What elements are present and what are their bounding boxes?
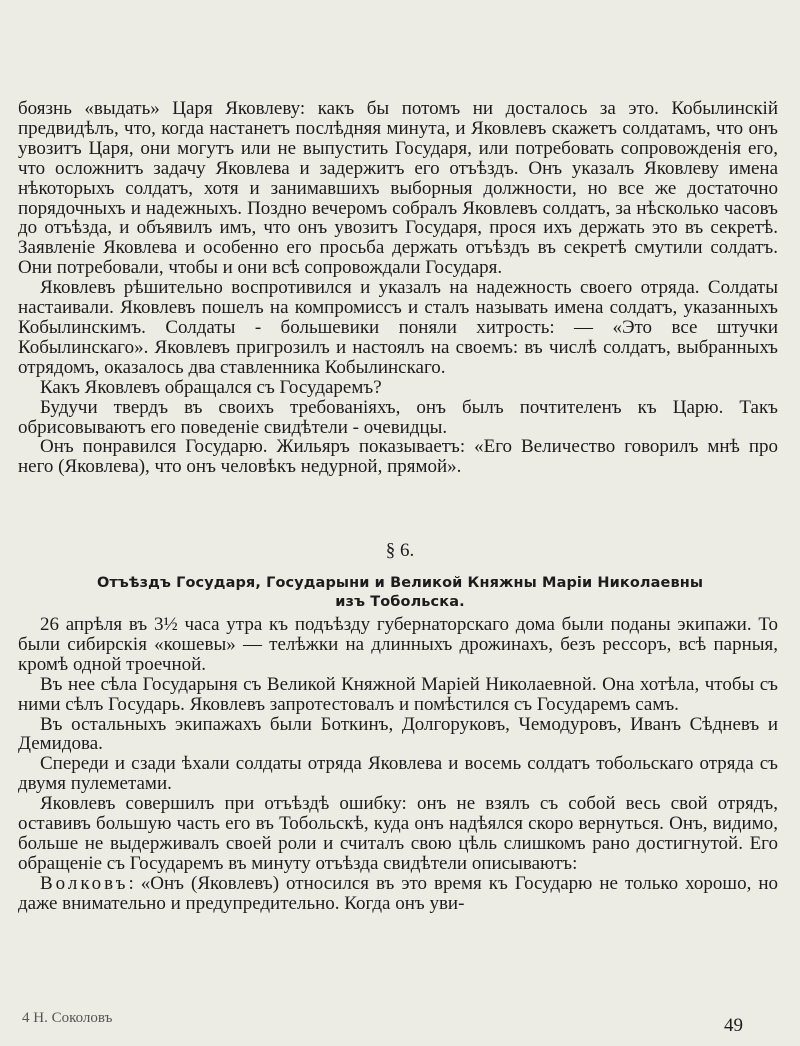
paragraph: Яковлевъ рѣшительно воспротивился и указалъ на надежность своего отряда. Солдаты настаивали. Яковлевъ пошелъ на компромиссъ и сталъ называть имена солдатъ, указанныхъ Кобылинскимъ. Солдаты - большевики поняли хитрость: — «Это все штучки Кобылинскаго». Яковлевъ пригрозилъ и настоялъ на своемъ: въ числѣ солдатъ, выбранныхъ отрядомъ, оказалось два ставленника Кобылинскаго. [18, 277, 778, 378]
printer-signature: 4 Н. Соколовъ [22, 1010, 113, 1026]
text-block-top [18, 99, 778, 477]
paragraph: Яковлевъ совершилъ при отъѣздѣ ошибку: онъ не взялъ съ собой весь свой отрядъ, оставивъ большую часть его въ Тобольскѣ, куда онъ надѣялся скоро вернуться. Онъ, видимо, больше не выдерживалъ своей роли и считалъ свою цѣль слишкомъ рано достигнутой. Его обращеніе съ Государемъ въ минуту отъѣзда свидѣтели описываютъ: [18, 793, 778, 874]
section-title [20, 574, 780, 612]
paragraph: Въ остальныхъ экипажахъ были Боткинъ, Долгоруковъ, Чемодуровъ, Иванъ Сѣдневъ и Демидова. [18, 713, 778, 755]
section-title-line: Отъѣздъ Государя, Государыни и Великой Княжны Маріи Николаевны [96, 575, 704, 591]
paragraph: 26 апрѣля въ 3½ часа утра къ подъѣзду губернаторскаго дома были поданы экипажи. То были сибирскія «кошевы» — телѣжки на длинныхъ дрожинахъ, безъ рессоръ, всѣ парныя, кромѣ одной троечной. [18, 614, 778, 675]
paragraph: Въ нее сѣла Государыня съ Великой Княжной Маріей Николаевной. Она хотѣла, чтобы съ ними сѣлъ Государь. Яковлевъ запротестовалъ и помѣстился съ Государемъ самъ. [18, 673, 778, 715]
paragraph: Спереди и сзади ѣхали солдаты отряда Яковлева и восемь солдатъ тобольскаго отряда съ двумя пулеметами. [18, 753, 778, 795]
witness-name: Волковъ [40, 872, 129, 894]
paragraph: Будучи твердъ въ своихъ требованіяхъ, онъ былъ почтителенъ къ Царю. Такъ обрисовываютъ его поведеніе свидѣтели - очевидцы. [18, 396, 778, 438]
paragraph: Какъ Яковлевъ обращался съ Государемъ? [40, 376, 382, 398]
text-block-bottom [18, 615, 778, 914]
paragraph-text: : «Онъ (Яковлевъ) относился въ это время къ Государю не только хорошо, но даже внимательно и предупредительно. Когда онъ уви- [18, 872, 778, 914]
paragraph [18, 874, 778, 914]
paragraph: Онъ понравился Государю. Жильяръ показываетъ: «Его Величество говорилъ мнѣ про него (Яковлева), что онъ человѣкъ недурной, прямой». [18, 436, 778, 478]
page-number: 49 [724, 1015, 743, 1036]
section-number: § 6. [385, 540, 415, 561]
paragraph: боязнь «выдать» Царя Яковлеву: какъ бы потомъ ни досталось за это. Кобылинскій предвидѣлъ, что, когда настанетъ послѣдняя минута, и Яковлевъ скажетъ солдатамъ, что онъ увозитъ Царя, они могутъ или не выпустить Государя, или потребовать сопровожденія его, что осложнитъ задачу Яковлева и задержитъ его отъѣздъ. Онъ указалъ Яковлеву имена нѣкоторыхъ солдатъ, хотя и занимавшихъ выборныя должности, но все же достаточно порядочныхъ и надежныхъ. Поздно вечеромъ собралъ Яковлевъ солдатъ, за нѣсколько часовъ до отъѣзда, и объявилъ имъ, что онъ увозитъ Государя, прося ихъ держать это въ секретѣ. Заявленіе Яковлева и особенно его просьба держать отъѣздъ въ секретѣ смутили солдатъ. Они потребовали, чтобы и они всѣ сопровождали Государя. [18, 98, 778, 279]
section-title-line: изъ Тобольска. [335, 594, 465, 610]
